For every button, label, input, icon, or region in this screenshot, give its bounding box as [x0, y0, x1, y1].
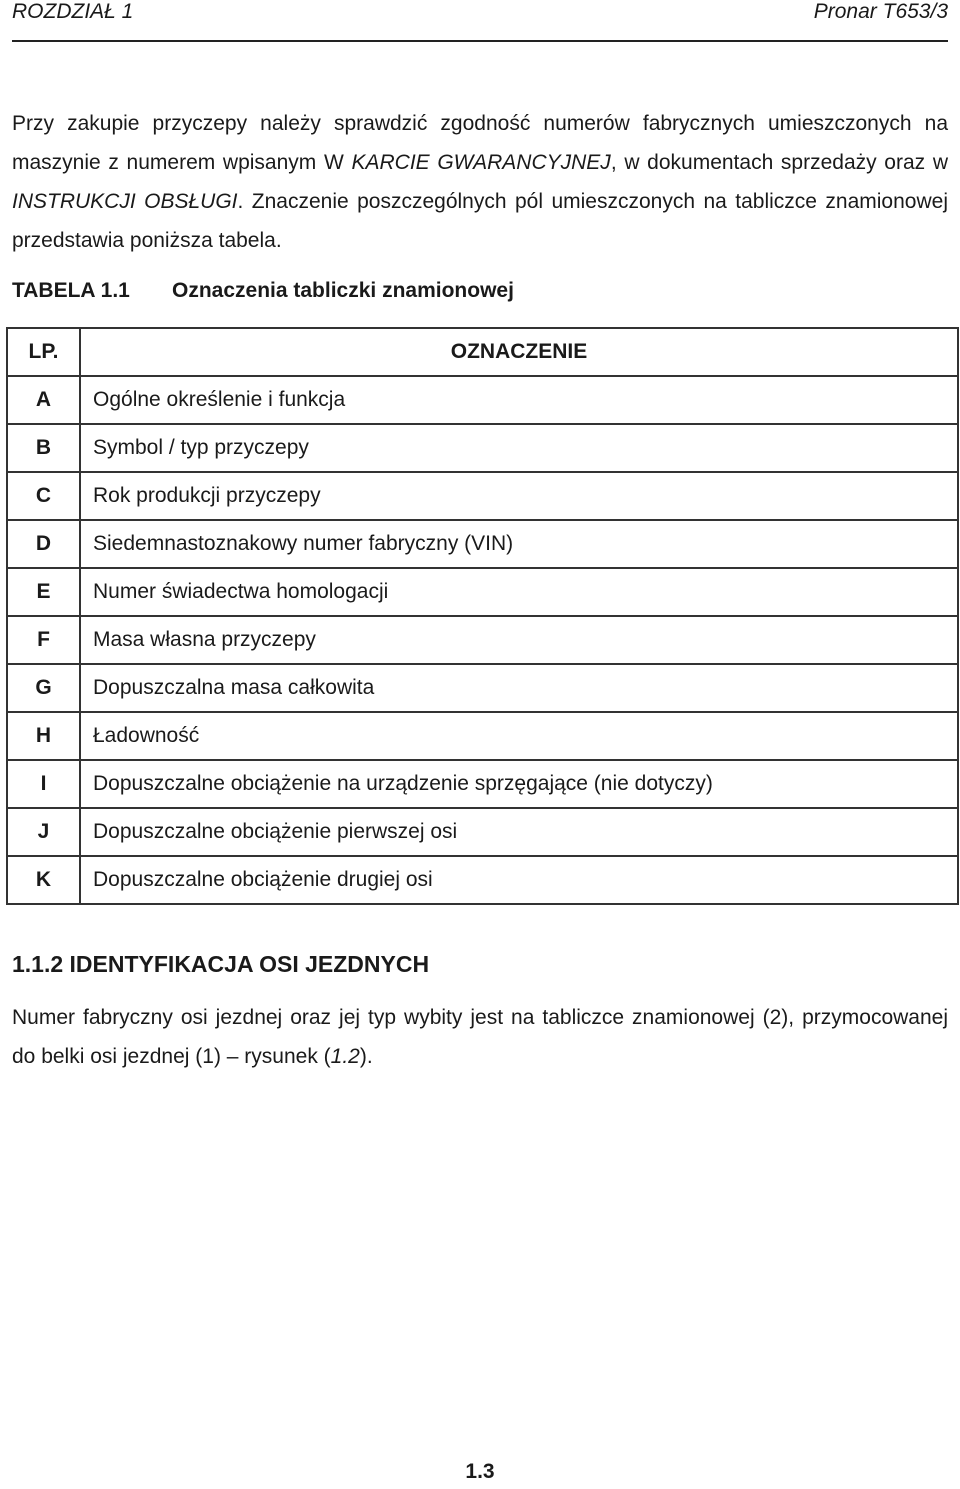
- table-row: [7, 760, 958, 808]
- table-row: [7, 856, 958, 904]
- row-desc: Siedemnastoznakowy numer fabryczny (VIN): [80, 520, 958, 568]
- section-text-1: Numer fabryczny osi jezdnej oraz jej typ wybity jest na tabliczce znamionowej (2), przymocowanej do belki osi jezdnej (1) – rysunek (: [12, 1006, 948, 1068]
- row-desc: Dopuszczalne obciążenie pierwszej osi: [80, 808, 958, 856]
- row-desc: Ładowność: [80, 712, 958, 760]
- table-caption-title: Oznaczenia tabliczki znamionowej: [172, 279, 514, 302]
- row-lp: E: [7, 568, 80, 616]
- section-text-2: ).: [359, 1045, 373, 1068]
- row-lp: C: [7, 472, 80, 520]
- page-header: [12, 0, 948, 42]
- header-designation: OZNACZENIE: [80, 328, 958, 376]
- table-caption-number: TABELA 1.1: [12, 279, 130, 302]
- header-lp: LP.: [7, 328, 80, 376]
- row-desc: Dopuszczalne obciążenie drugiej osi: [80, 856, 958, 904]
- table-row: [7, 712, 958, 760]
- intro-text-2: , w dokumentach sprzedaży oraz w: [610, 151, 949, 174]
- row-desc: Masa własna przyczepy: [80, 616, 958, 664]
- chapter-label: ROZDZIAŁ 1: [12, 0, 134, 23]
- table-caption: [12, 271, 514, 311]
- row-lp: D: [7, 520, 80, 568]
- figure-reference: 1.2: [330, 1045, 360, 1068]
- intro-text-1: Przy zakupie przyczepy należy sprawdzić zgodność numerów fabrycznych umieszczonych na maszynie z numerem wpisanym W: [12, 112, 948, 174]
- intro-italic-warranty: KARCIE GWARANCYJNEJ: [351, 151, 611, 174]
- row-lp: J: [7, 808, 80, 856]
- table-row: [7, 376, 958, 424]
- row-desc: Dopuszczalne obciążenie na urządzenie sprzęgające (nie dotyczy): [80, 760, 958, 808]
- intro-text-3: . Znaczenie poszczególnych pól umieszczonych na tabliczce znamionowej przedstawia poniższa tabela.: [12, 190, 948, 252]
- row-desc: Numer świadectwa homologacji: [80, 568, 958, 616]
- row-lp: F: [7, 616, 80, 664]
- page-number: 1.3: [465, 1460, 495, 1483]
- table-row: [7, 424, 958, 472]
- intro-paragraph: [12, 104, 948, 260]
- section-heading: 1.1.2 IDENTYFIKACJA OSI JEZDNYCH: [12, 951, 430, 977]
- row-lp: G: [7, 664, 80, 712]
- table-row: [7, 616, 958, 664]
- section-paragraph: [12, 998, 948, 1076]
- row-lp: I: [7, 760, 80, 808]
- row-lp: K: [7, 856, 80, 904]
- table-row: [7, 568, 958, 616]
- row-desc: Ogólne określenie i funkcja: [80, 376, 958, 424]
- table-row: [7, 520, 958, 568]
- intro-italic-manual: INSTRUKCJI OBSŁUGI: [12, 190, 238, 213]
- table-row: [7, 472, 958, 520]
- table-header-row: [7, 328, 958, 376]
- row-desc: Rok produkcji przyczepy: [80, 472, 958, 520]
- row-desc: Symbol / typ przyczepy: [80, 424, 958, 472]
- table-row: [7, 664, 958, 712]
- row-lp: A: [7, 376, 80, 424]
- row-lp: H: [7, 712, 80, 760]
- row-desc: Dopuszczalna masa całkowita: [80, 664, 958, 712]
- table-row: [7, 808, 958, 856]
- document-model-label: Pronar T653/3: [813, 0, 948, 23]
- row-lp: B: [7, 424, 80, 472]
- nameplate-table: [6, 327, 959, 905]
